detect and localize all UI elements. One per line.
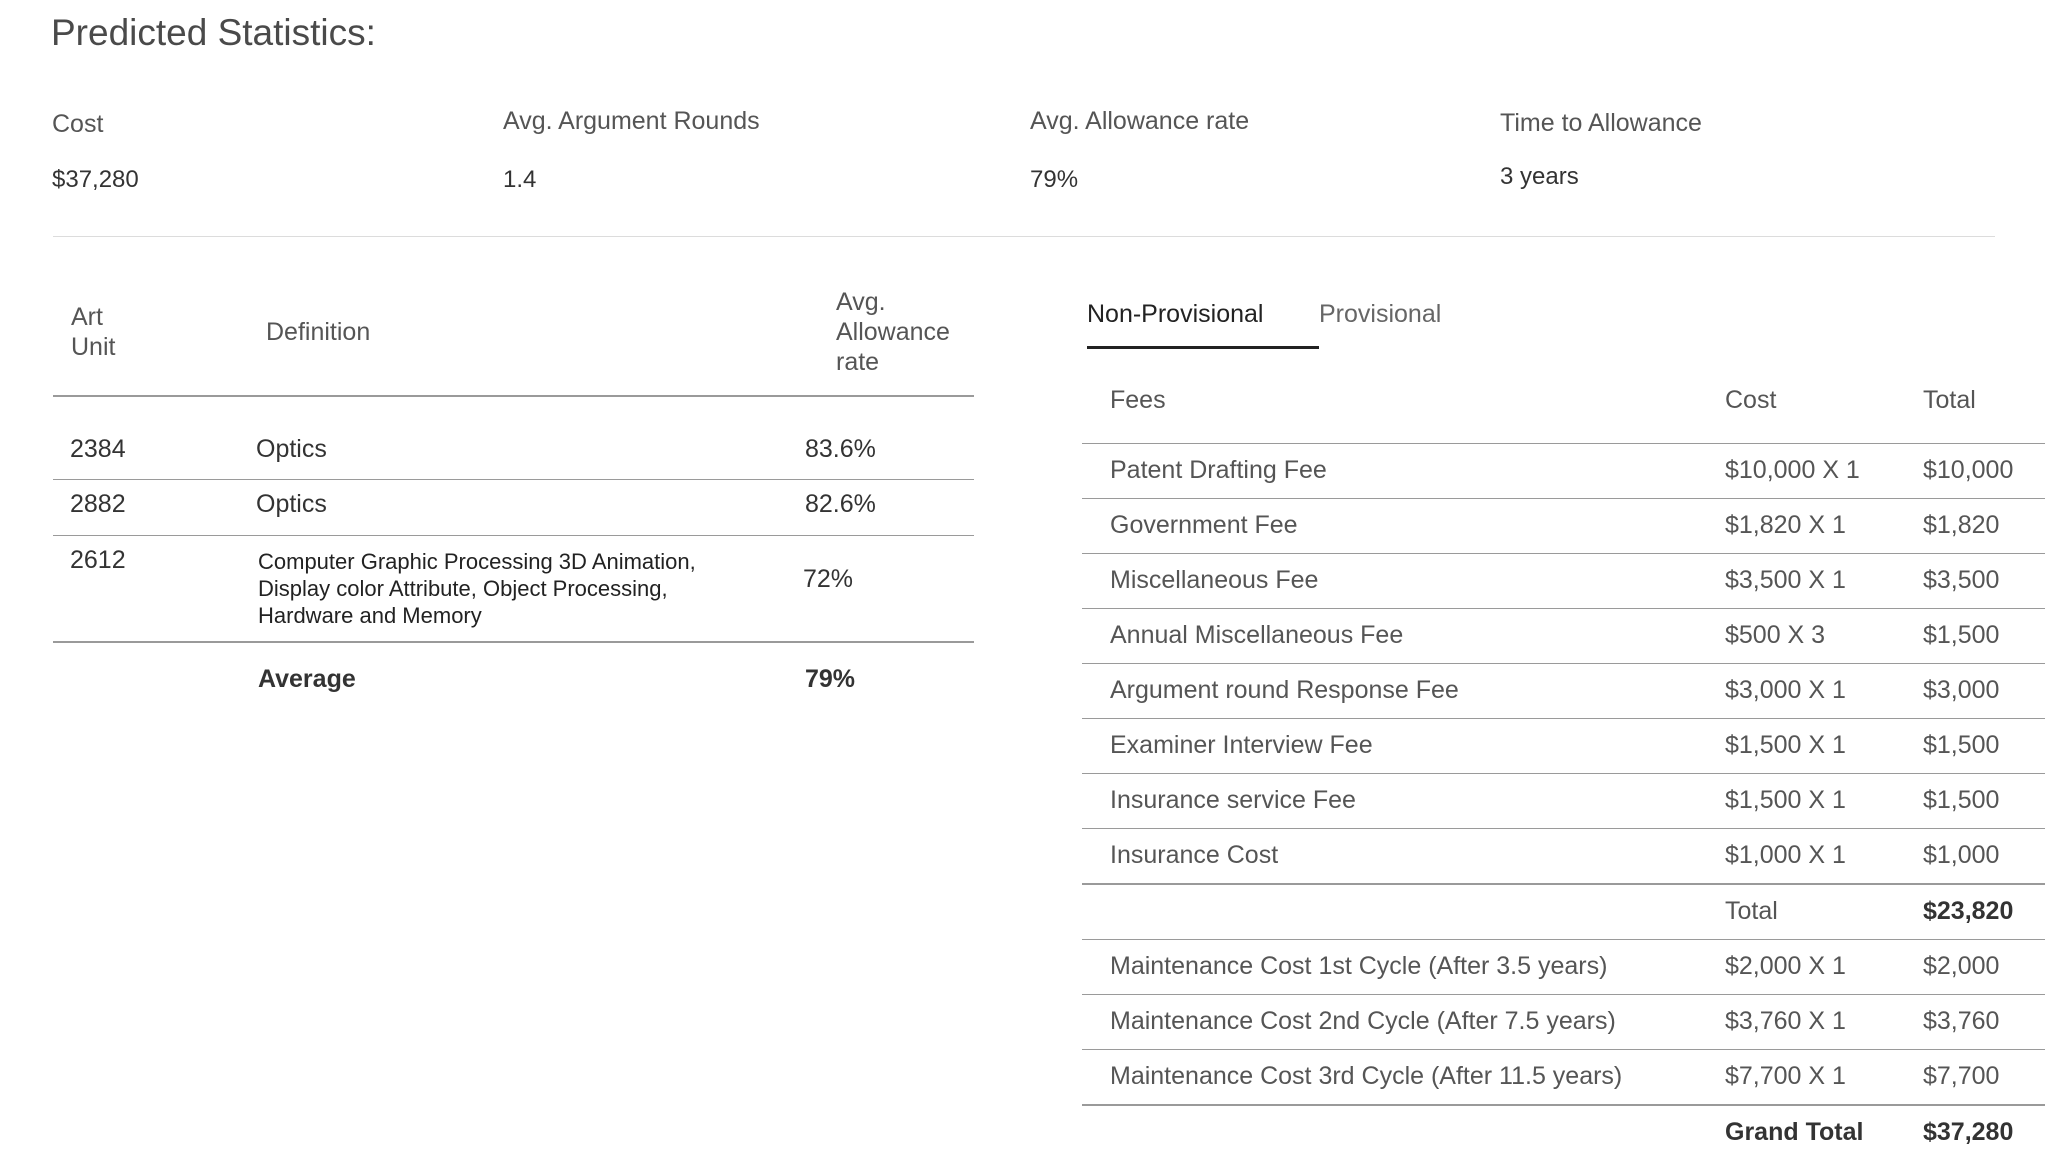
art-unit-code: 2384 [70, 435, 126, 463]
fee-total: $10,000 [1923, 456, 2014, 484]
stat-time-to-allowance [1500, 109, 1702, 191]
art-unit-definition: Optics [256, 490, 327, 518]
fee-total: $1,500 [1923, 731, 2000, 759]
table-row [1082, 940, 2045, 995]
table-row [1082, 1050, 2045, 1106]
fee-name: Maintenance Cost 1st Cycle (After 3.5 years) [1110, 952, 1608, 980]
header-definition: Definition [266, 318, 371, 346]
fee-cost: $1,820 X 1 [1725, 511, 1846, 539]
stat-label: Avg. Argument Rounds [503, 107, 760, 135]
average-value: 79% [805, 665, 856, 693]
art-unit-table [53, 285, 974, 723]
art-unit-definition: Optics [256, 435, 327, 463]
fee-name: Maintenance Cost 3rd Cycle (After 11.5 years) [1110, 1062, 1623, 1090]
grand-total-row [1082, 1106, 2045, 1160]
fee-name: Government Fee [1110, 511, 1298, 539]
subtotal-row [1082, 885, 2045, 940]
grand-total-value: $37,280 [1923, 1118, 2014, 1146]
fee-cost: $1,000 X 1 [1725, 841, 1846, 869]
table-row [53, 424, 974, 480]
fee-cost: $2,000 X 1 [1725, 952, 1846, 980]
fee-cost: $500 X 3 [1725, 621, 1826, 649]
header-fees: Fees [1110, 386, 1166, 414]
stat-label: Cost [52, 110, 104, 138]
fee-total: $1,500 [1923, 621, 2000, 649]
table-row [1082, 444, 2045, 499]
average-row [53, 643, 974, 723]
tab-non-provisional[interactable]: Non-Provisional [1087, 300, 1264, 328]
fees-table [1082, 380, 2045, 1160]
stat-value: 79% [1030, 166, 1079, 193]
table-row [1082, 719, 2045, 774]
fee-total: $1,500 [1923, 786, 2000, 814]
art-unit-table-header [53, 285, 974, 397]
table-row [1082, 995, 2045, 1050]
table-row [1082, 829, 2045, 885]
art-unit-rate: 82.6% [805, 490, 876, 518]
art-unit-code: 2612 [70, 546, 126, 574]
average-label: Average [258, 665, 356, 693]
table-row [53, 480, 974, 536]
fee-total: $3,000 [1923, 676, 2000, 704]
fee-name: Examiner Interview Fee [1110, 731, 1373, 759]
stat-label: Time to Allowance [1500, 109, 1702, 137]
stat-value: 3 years [1500, 163, 1579, 190]
header-allowance-rate: Avg. Allowance rate [836, 288, 950, 376]
stat-label: Avg. Allowance rate [1030, 107, 1250, 135]
fee-name: Patent Drafting Fee [1110, 456, 1327, 484]
art-unit-definition: Computer Graphic Processing 3D Animation, Display color Attribute, Object Processing, Hardware and Memory [258, 549, 696, 628]
subtotal-label: Total [1725, 897, 1778, 925]
fee-name: Insurance service Fee [1110, 786, 1356, 814]
fee-total: $1,000 [1923, 841, 2000, 869]
fee-cost: $3,500 X 1 [1725, 566, 1846, 594]
fee-name: Annual Miscellaneous Fee [1110, 621, 1404, 649]
tab-provisional[interactable]: Provisional [1319, 300, 1442, 328]
active-tab-indicator [1087, 346, 1319, 349]
header-cost: Cost [1725, 386, 1777, 414]
header-art-unit: Art Unit [71, 303, 116, 361]
fee-cost: $10,000 X 1 [1725, 456, 1860, 484]
stat-value: $37,280 [52, 166, 139, 193]
header-total: Total [1923, 386, 1976, 414]
fee-total: $3,500 [1923, 566, 2000, 594]
fee-cost: $1,500 X 1 [1725, 786, 1846, 814]
subtotal-value: $23,820 [1923, 897, 2014, 925]
fee-total: $2,000 [1923, 952, 2000, 980]
table-row [1082, 609, 2045, 664]
fee-cost: $1,500 X 1 [1725, 731, 1846, 759]
stat-value: 1.4 [503, 166, 537, 193]
fee-cost: $3,760 X 1 [1725, 1007, 1846, 1035]
grand-total-label: Grand Total [1725, 1118, 1864, 1146]
fees-table-header [1082, 380, 2045, 444]
table-row [1082, 554, 2045, 609]
art-unit-rate: 83.6% [805, 435, 876, 463]
stat-cost [52, 110, 139, 194]
table-row [1082, 499, 2045, 554]
art-unit-rate: 72% [803, 565, 854, 593]
fee-cost: $7,700 X 1 [1725, 1062, 1846, 1090]
fee-total: $7,700 [1923, 1062, 2000, 1090]
stat-allowance-rate [1030, 107, 1249, 194]
fee-total: $1,820 [1923, 511, 2000, 539]
stat-argument-rounds [503, 107, 760, 194]
table-row [1082, 774, 2045, 829]
page-title: Predicted Statistics: [51, 12, 376, 53]
fee-name: Argument round Response Fee [1110, 676, 1459, 704]
table-row [1082, 664, 2045, 719]
fee-name: Maintenance Cost 2nd Cycle (After 7.5 years) [1110, 1007, 1616, 1035]
fee-cost: $3,000 X 1 [1725, 676, 1846, 704]
art-unit-code: 2882 [70, 490, 126, 518]
table-row [53, 536, 974, 643]
fee-name: Insurance Cost [1110, 841, 1279, 869]
fee-name: Miscellaneous Fee [1110, 566, 1319, 594]
stats-divider [53, 236, 1995, 237]
fee-total: $3,760 [1923, 1007, 2000, 1035]
